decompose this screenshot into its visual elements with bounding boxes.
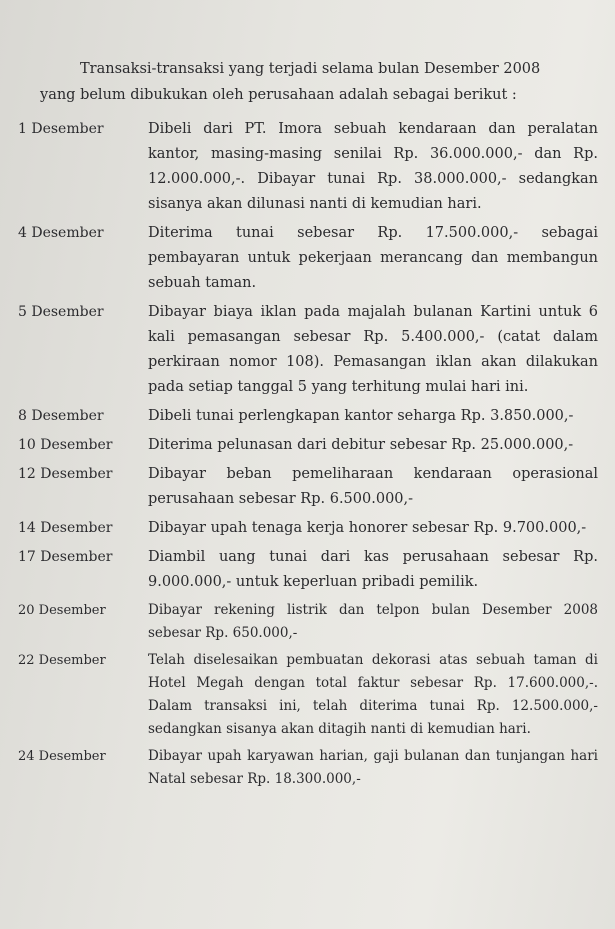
transaction-description: Telah diselesaikan pembuatan dekorasi atas sebuah taman di Hotel Megah dengan total faktur sebesar Rp. 17.600.000,-. Dalam transaksi ini, telah diterima tunai Rp. 12.500.000,- sedangkan sisanya akan ditagih nanti di kemudian hari. [148,652,598,737]
intro-line-1: Transaksi-transaksi yang terjadi selama bulan Desember 2008 [80,61,541,77]
transaction-entry [18,404,598,429]
transaction-date: 22 Desember [18,653,106,668]
transaction-date: 1 Desember [18,121,104,137]
transaction-entry [18,545,598,595]
transaction-list [18,117,598,795]
transaction-entry [18,599,598,645]
transaction-date: 5 Desember [18,304,104,320]
transaction-description: Dibayar upah karyawan harian, gaji bulanan dan tunjangan hari Natal sebesar Rp. 18.300.000,- [148,748,598,787]
transaction-date: 20 Desember [18,603,106,618]
transaction-description: Dibeli tunai perlengkapan kantor seharga Rp. 3.850.000,- [148,408,574,424]
transaction-date: 14 Desember [18,520,113,536]
transaction-entry [18,117,598,217]
transaction-date: 24 Desember [18,749,106,764]
transaction-entry [18,433,598,458]
transaction-date: 4 Desember [18,225,104,241]
transaction-description: Dibeli dari PT. Imora sebuah kendaraan dan peralatan kantor, masing-masing senilai Rp. 36.000.000,- dan Rp. 12.000.000,-. Dibayar tunai Rp. 38.000.000,- sedangkan sisanya akan dilunasi nanti di kemudian hari. [148,121,598,212]
transaction-entry [18,649,598,741]
transaction-date: 8 Desember [18,408,104,424]
intro-paragraph [40,56,600,108]
transaction-description: Diterima tunai sebesar Rp. 17.500.000,- sebagai pembayaran untuk pekerjaan merancang dan membangun sebuah taman. [148,225,598,291]
transaction-date: 10 Desember [18,437,113,453]
transaction-description: Dibayar biaya iklan pada majalah bulanan Kartini untuk 6 kali pemasangan sebesar Rp. 5.400.000,- (catat dalam perkiraan nomor 108). Pemasangan iklan akan dilakukan pada setiap tanggal 5 yang terhitung mulai hari ini. [148,304,598,395]
transaction-entry [18,516,598,541]
transaction-date: 17 Desember [18,549,113,565]
transaction-entry [18,462,598,512]
transaction-description: Diambil uang tunai dari kas perusahaan sebesar Rp. 9.000.000,- untuk keperluan pribadi pemilik. [148,549,598,590]
transaction-description: Dibayar upah tenaga kerja honorer sebesar Rp. 9.700.000,- [148,520,587,536]
transaction-entry [18,745,598,791]
transaction-description: Diterima pelunasan dari debitur sebesar Rp. 25.000.000,- [148,437,574,453]
transaction-description: Dibayar beban pemeliharaan kendaraan operasional perusahaan sebesar Rp. 6.500.000,- [148,466,598,507]
transaction-description: Dibayar rekening listrik dan telpon bulan Desember 2008 sebesar Rp. 650.000,- [148,602,598,641]
intro-line-2: yang belum dibukukan oleh perusahaan adalah sebagai berikut : [40,87,517,103]
transaction-entry [18,300,598,400]
transaction-entry [18,221,598,296]
transaction-date: 12 Desember [18,466,113,482]
